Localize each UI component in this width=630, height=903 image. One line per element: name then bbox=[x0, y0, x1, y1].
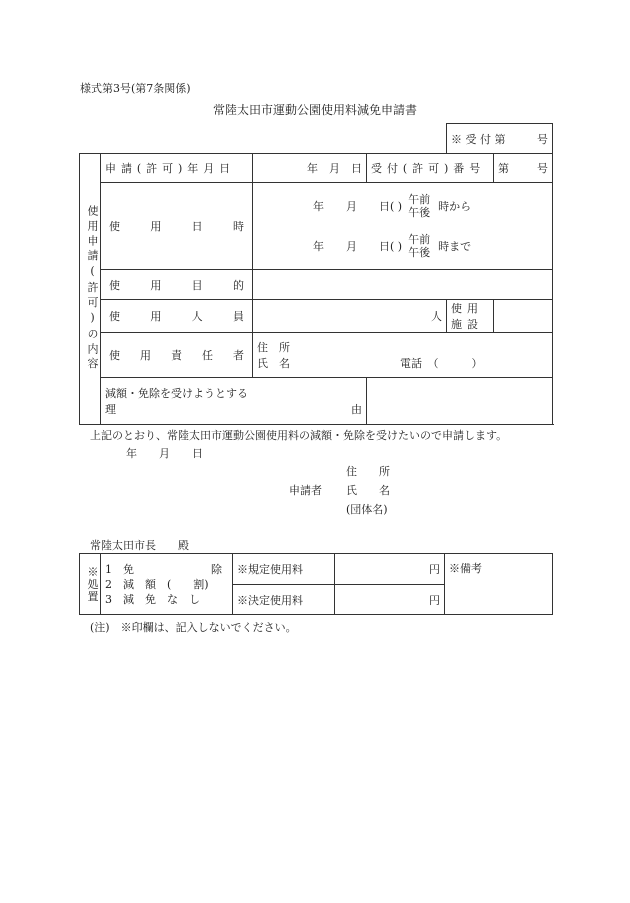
label-responsible-person: 使 用 責 任 者 bbox=[101, 333, 253, 378]
regulated-fee-value[interactable]: 円 bbox=[335, 554, 445, 585]
label-receipt-permit-number: 受付(許可)番号 bbox=[367, 154, 494, 183]
applicant-address-label: 住 所 bbox=[346, 465, 390, 478]
application-table bbox=[79, 123, 553, 425]
application-statement: 上記のとおり、常陸太田市運動公園使用料の減額・免除を受けたいので申請します。 bbox=[90, 429, 508, 442]
processing-options: 1 免 除 2 減 額 ( 割) 3 減 免 な し bbox=[101, 554, 233, 615]
label-use-facility: 使用施設 bbox=[447, 300, 494, 333]
receipt-permit-number-value[interactable]: 第 号 bbox=[494, 154, 553, 183]
applicant-name-label: 氏 名 bbox=[346, 484, 390, 497]
use-purpose-value[interactable] bbox=[253, 270, 553, 300]
processing-side-label: ※処置 bbox=[80, 554, 101, 615]
receipt-number-field: ※ 受 付 第 号 bbox=[451, 132, 548, 146]
statement-date: 年 月 日 bbox=[126, 447, 203, 460]
use-datetime-value[interactable]: 年 月 日( ) 午前 午後 時から 年 月 日( ) 午前 午後 時まで bbox=[253, 183, 553, 270]
processing-table bbox=[79, 553, 553, 615]
use-facility-value[interactable] bbox=[494, 300, 553, 333]
reason-value[interactable] bbox=[367, 378, 553, 425]
applicant-group-label: (団体名) bbox=[346, 503, 388, 516]
label-apply-date: 申請(許可)年月日 bbox=[101, 154, 253, 183]
responsible-person-value[interactable]: 住 所 氏 名 電話 （ ） bbox=[253, 333, 553, 378]
label-regulated-fee: ※規定使用料 bbox=[233, 554, 335, 585]
decided-fee-value[interactable]: 円 bbox=[335, 585, 445, 615]
label-use-people: 使 用 人 員 bbox=[101, 300, 253, 333]
label-use-purpose: 使 用 目 的 bbox=[101, 270, 253, 300]
apply-date-value[interactable]: 年 月 日 bbox=[253, 154, 367, 183]
form-number: 様式第3号(第7条関係) bbox=[80, 82, 191, 95]
label-decided-fee: ※決定使用料 bbox=[233, 585, 335, 615]
label-reason: 減額・免除を受けようとする 理 由 bbox=[101, 378, 367, 425]
notes-field[interactable]: ※備考 bbox=[445, 554, 553, 615]
side-label-content: 使用申請(許可)の内容 bbox=[80, 154, 101, 425]
applicant-label: 申請者 bbox=[289, 484, 322, 497]
addressee: 常陸太田市長 殿 bbox=[90, 539, 189, 552]
label-use-datetime: 使 用 日 時 bbox=[101, 183, 253, 270]
footnote: (注) ※印欄は、記入しないでください。 bbox=[90, 621, 297, 634]
document-title: 常陸太田市運動公園使用料減免申請書 bbox=[212, 103, 417, 117]
use-people-value[interactable]: 人 bbox=[253, 300, 447, 333]
